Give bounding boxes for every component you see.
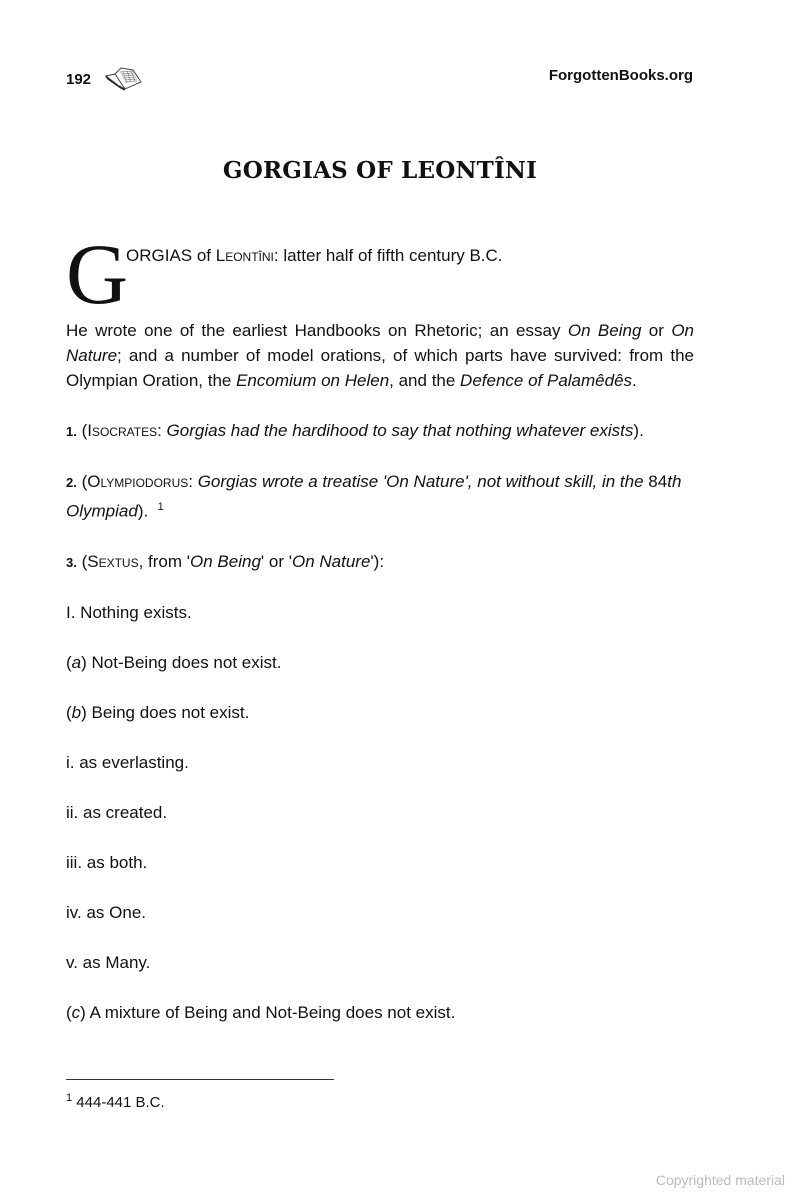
- fragment-quote: Gorgias wrote a treatise 'On Nature', not without skill, in the: [197, 472, 649, 491]
- outline-item: [66, 700, 694, 725]
- desc-text: .: [632, 371, 637, 390]
- outline-item: [66, 650, 694, 675]
- outline-text: v. as Many.: [66, 952, 151, 972]
- footnote-divider: [66, 1079, 334, 1080]
- fragment-text: '):: [370, 551, 385, 571]
- intro-line: [66, 226, 694, 322]
- outline-letter: c: [71, 1002, 81, 1022]
- site-name: ForgottenBooks.org: [548, 67, 693, 84]
- footnote-reference[interactable]: 1: [157, 501, 164, 513]
- footnote-text: 444-441 B.C.: [72, 1094, 165, 1111]
- footnote: [66, 1092, 165, 1111]
- fragment-number: 2.: [66, 475, 77, 490]
- desc-work-title: Defence of Palamêdês: [460, 371, 633, 390]
- outline-punct: (: [66, 1002, 72, 1022]
- outline-item: [66, 750, 694, 775]
- outline-item: [66, 600, 694, 625]
- fragment-punct: ).: [633, 421, 644, 440]
- fragment-3: [66, 549, 694, 575]
- outline-item: [66, 850, 694, 875]
- desc-text: or: [641, 321, 672, 340]
- desc-work-title: Encomium on Helen: [236, 371, 390, 390]
- fragment-punct: (: [76, 551, 88, 571]
- fragment-quote: Gorgias had the hardihood to say that nothing whatever exists: [166, 421, 634, 440]
- page-number: 192: [66, 70, 92, 88]
- outline-item: [66, 1000, 694, 1025]
- desc-text: He wrote one of the earliest Handbooks on Rhetoric; an essay: [66, 321, 568, 340]
- fragment-work-title: On Nature: [291, 551, 371, 571]
- outline-text: ) A mixture of Being and Not-Being does not exist.: [80, 1002, 456, 1022]
- fragment-punct: (: [76, 472, 88, 491]
- fragment-source: Olympiodorus: [87, 472, 189, 491]
- running-header-left: [66, 66, 143, 92]
- desc-work-title: On Nature: [66, 321, 694, 365]
- desc-work-title: On Being: [567, 321, 642, 340]
- drop-cap: G: [66, 226, 129, 322]
- fragment-punct: :: [188, 472, 198, 491]
- fragment-punct: (: [76, 421, 88, 440]
- fragment-source: Sextus: [87, 551, 139, 571]
- outline-text: ) Not-Being does not exist.: [81, 652, 282, 672]
- fragment-number: 3.: [66, 554, 77, 570]
- fragment-text: ' or ': [260, 551, 292, 571]
- outline-letter: b: [71, 702, 82, 722]
- fragment-punct: :: [157, 421, 167, 440]
- fragment-number-text: 84: [648, 472, 668, 491]
- outline-text: iii. as both.: [66, 852, 148, 872]
- chapter-title: GORGIAS OF LEONTÎNI: [222, 157, 538, 184]
- outline-letter: a: [71, 652, 82, 672]
- outline-text: I. Nothing exists.: [66, 602, 192, 622]
- intro-of: of: [192, 246, 216, 265]
- outline-punct: (: [66, 652, 72, 672]
- intro-tail: : latter half of fifth century B.C.: [273, 246, 503, 265]
- fragment-punct: ).: [137, 501, 149, 521]
- description-paragraph: [66, 318, 694, 393]
- fragment-2: [66, 469, 694, 524]
- intro-text: [126, 243, 503, 268]
- page-body: [66, 226, 694, 1025]
- desc-text: , and the: [389, 371, 461, 390]
- footnote-marker: 1: [66, 1092, 73, 1104]
- outline-punct: (: [66, 702, 72, 722]
- intro-name: ORGIAS: [126, 246, 193, 265]
- argument-outline: [66, 600, 694, 1025]
- fragment-1: [66, 418, 694, 444]
- open-book-icon: [103, 66, 143, 92]
- outline-item: [66, 800, 694, 825]
- fragment-source: Isocrates: [87, 421, 158, 440]
- fragment-work-title: On Being: [190, 551, 261, 571]
- outline-item: [66, 950, 694, 975]
- outline-text: ) Being does not exist.: [81, 702, 250, 722]
- desc-text: ; and a number of model orations, of which parts have survived: from the Olympian Oration, the: [66, 346, 694, 390]
- outline-item: [66, 900, 694, 925]
- intro-place: Leontîni: [215, 246, 274, 265]
- fragment-quote: th Olympiad: [66, 472, 682, 521]
- outline-text: iv. as One.: [66, 902, 146, 922]
- fragment-text: , from ': [138, 551, 191, 571]
- fragment-number: 1.: [66, 424, 77, 439]
- copyright-watermark: Copyrighted material: [655, 1172, 785, 1188]
- outline-text: i. as everlasting.: [66, 752, 189, 772]
- outline-text: ii. as created.: [66, 802, 168, 822]
